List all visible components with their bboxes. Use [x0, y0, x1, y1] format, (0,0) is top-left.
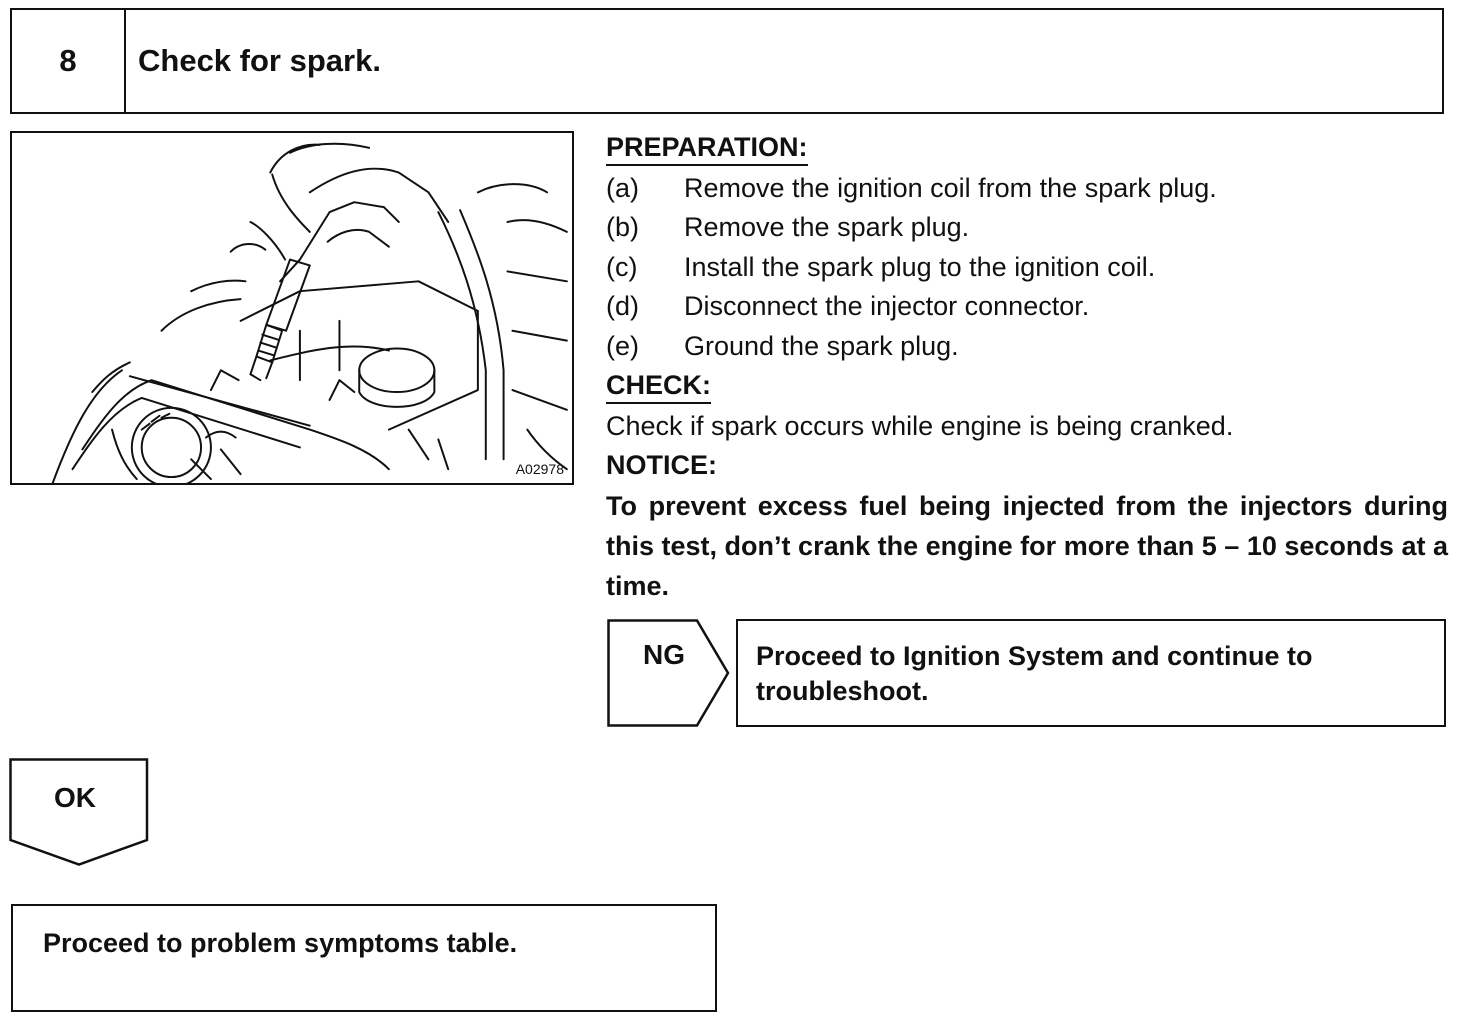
- figure-code: A02978: [515, 461, 564, 477]
- preparation-heading: PREPARATION:: [606, 130, 808, 166]
- notice-heading: NOTICE:: [606, 450, 717, 481]
- ok-result-box: Proceed to problem symptoms table.: [11, 904, 717, 1012]
- prep-item-letter: (c): [606, 251, 638, 282]
- prep-item: [606, 327, 1448, 366]
- preparation-list: [606, 169, 1448, 366]
- ok-label: OK: [54, 782, 96, 813]
- step-header: [10, 8, 1444, 114]
- ok-arrow: [9, 758, 149, 866]
- instructions: [606, 128, 1448, 606]
- ng-arrow: [607, 619, 731, 727]
- prep-item-text: Disconnect the injector connector.: [684, 291, 1090, 322]
- prep-item-text: Remove the spark plug.: [684, 212, 970, 243]
- prep-item-letter: (d): [606, 291, 639, 322]
- step-number: 8: [12, 10, 126, 112]
- ng-arrow-shape: [607, 619, 731, 727]
- notice-text: To prevent excess fuel being injected from the injectors during this test, don’t crank the engine for more than 5 – 10 seconds at a time.: [606, 490, 1448, 601]
- ng-result-box: Proceed to Ignition System and continue to troubleshoot.: [736, 619, 1446, 727]
- prep-item: [606, 248, 1448, 287]
- prep-item: [606, 287, 1448, 326]
- prep-item-letter: (a): [606, 173, 639, 203]
- prep-item: [606, 169, 1448, 208]
- engine-illustration: [10, 131, 574, 485]
- prep-item: [606, 208, 1448, 247]
- ng-label: NG: [643, 639, 685, 670]
- spark-plug-drawing: [12, 133, 572, 483]
- check-text: Check if spark occurs while engine is being cranked.: [606, 411, 1234, 442]
- prep-item-text: Ground the spark plug.: [684, 330, 959, 361]
- prep-item-text: Install the spark plug to the ignition coil.: [684, 251, 1156, 282]
- prep-item-letter: (b): [606, 212, 639, 243]
- step-title: Check for spark.: [138, 43, 381, 78]
- check-heading: CHECK:: [606, 368, 711, 404]
- prep-item-letter: (e): [606, 330, 639, 361]
- prep-item-text: Remove the ignition coil from the spark plug.: [684, 173, 1217, 203]
